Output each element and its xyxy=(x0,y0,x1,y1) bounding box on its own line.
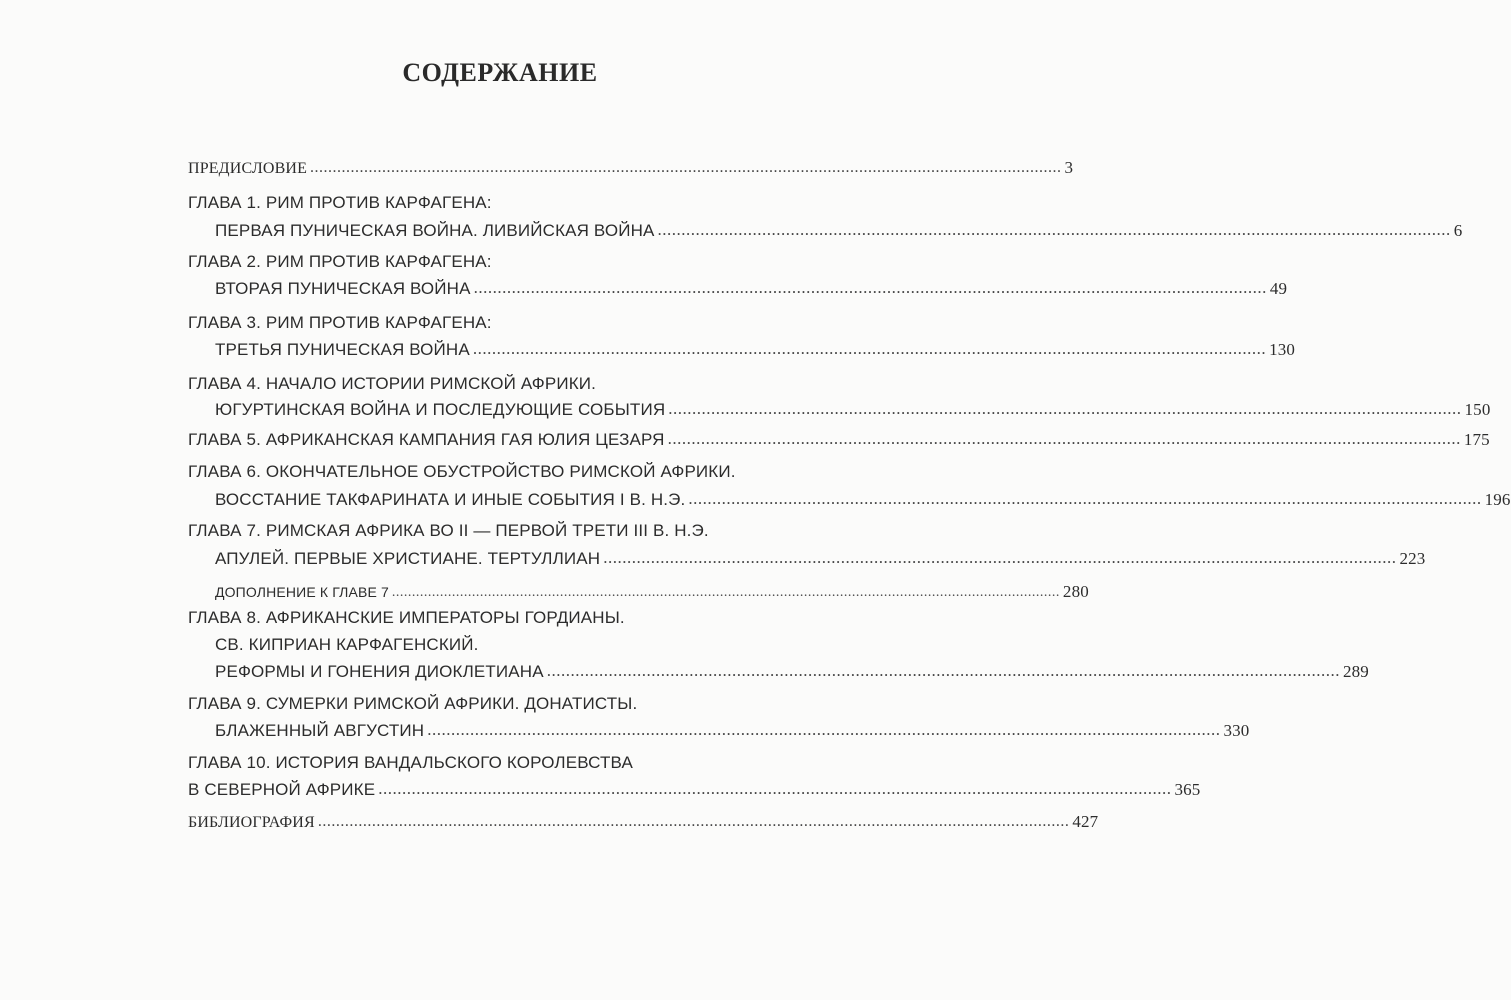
toc-entry-label: АПУЛЕЙ. ПЕРВЫЕ ХРИСТИАНЕ. ТЕРТУЛЛИАН xyxy=(215,549,601,568)
leader-dots: ....................................................................................................................................................................... xyxy=(688,489,1482,508)
toc-entry-ch4[interactable] xyxy=(215,399,1491,424)
leader-dots: ....................................................................................................................................................................... xyxy=(310,159,1062,176)
toc-entry-label: ГЛАВА 8. АФРИКАНСКИЕ ИМПЕРАТОРЫ ГОРДИАНЫ. xyxy=(188,608,625,627)
toc-page-number: 330 xyxy=(1223,721,1250,740)
toc-entry-ch7-addendum[interactable] xyxy=(215,582,1089,606)
toc-entry-ch5[interactable] xyxy=(188,429,1490,454)
toc-entry-label: В СЕВЕРНОЙ АФРИКЕ xyxy=(188,780,376,799)
toc-page-number: 223 xyxy=(1399,549,1426,568)
toc-entry-bibliography[interactable] xyxy=(188,812,1099,836)
toc-page-number: 365 xyxy=(1174,780,1201,799)
toc-chapter-heading[interactable] xyxy=(188,521,709,545)
toc-entry-label: БЛАЖЕННЫЙ АВГУСТИН xyxy=(215,721,425,740)
toc-entry-label: ПРЕДИСЛОВИЕ xyxy=(188,160,308,177)
leader-dots: ....................................................................................................................................................................... xyxy=(473,278,1267,297)
toc-entry-ch3[interactable] xyxy=(215,339,1296,364)
toc-entry-label: ГЛАВА 6. ОКОНЧАТЕЛЬНОЕ ОБУСТРОЙСТВО РИМСКОЙ АФРИКИ. xyxy=(188,462,736,481)
toc-page-number: 289 xyxy=(1342,662,1369,681)
leader-dots: ....................................................................................................................................................................... xyxy=(427,720,1221,739)
toc-entry-label: РЕФОРМЫ И ГОНЕНИЯ ДИОКЛЕТИАНА xyxy=(215,662,544,681)
toc-entry-label: ГЛАВА 4. НАЧАЛО ИСТОРИИ РИМСКОЙ АФРИКИ. xyxy=(188,374,597,393)
toc-chapter-heading[interactable] xyxy=(188,694,637,718)
toc-entry-label: ГЛАВА 1. РИМ ПРОТИВ КАРФАГЕНА: xyxy=(188,193,492,212)
toc-entry-label: БИБЛИОГРАФИЯ xyxy=(188,814,315,831)
toc-entry-label: ГЛАВА 3. РИМ ПРОТИВ КАРФАГЕНА: xyxy=(188,313,492,332)
toc-page-number: 130 xyxy=(1269,340,1296,359)
toc-entry-ch1[interactable] xyxy=(215,220,1463,245)
leader-dots: ....................................................................................................................................................................... xyxy=(667,429,1461,448)
leader-dots: ....................................................................................................................................................................... xyxy=(378,779,1172,798)
toc-page-number: 175 xyxy=(1463,430,1490,449)
toc-entry-label: СВ. КИПРИАН КАРФАГЕНСКИЙ. xyxy=(215,635,479,654)
toc-entry-label: ДОПОЛНЕНИЕ К ГЛАВЕ 7 xyxy=(215,584,389,600)
leader-dots: ....................................................................................................................................................................... xyxy=(546,661,1340,680)
toc-entry-ch9[interactable] xyxy=(215,720,1250,745)
toc-entry-ch8[interactable] xyxy=(215,661,1369,686)
toc-chapter-heading[interactable] xyxy=(188,462,736,486)
toc-entry-ch10[interactable] xyxy=(188,779,1201,804)
toc-entry-label: ГЛАВА 10. ИСТОРИЯ ВАНДАЛЬСКОГО КОРОЛЕВСТВА xyxy=(188,753,633,772)
toc-page-number: 3 xyxy=(1064,158,1074,177)
toc-entry-ch2[interactable] xyxy=(215,278,1288,303)
toc-chapter-heading[interactable] xyxy=(188,608,625,632)
toc-chapter-heading[interactable] xyxy=(188,252,492,276)
toc-page-number: 49 xyxy=(1269,279,1288,298)
leader-dots: ....................................................................................................................................................................... xyxy=(603,548,1397,567)
toc-entry-label: ВТОРАЯ ПУНИЧЕСКАЯ ВОЙНА xyxy=(215,279,471,298)
toc-entry-label: ПЕРВАЯ ПУНИЧЕСКАЯ ВОЙНА. ЛИВИЙСКАЯ ВОЙНА xyxy=(215,221,655,240)
toc-page-number: 196 xyxy=(1484,490,1511,509)
toc-entry-label: ГЛАВА 7. РИМСКАЯ АФРИКА ВО II — ПЕРВОЙ ТРЕТИ III В. Н.Э. xyxy=(188,521,709,540)
toc-entry-ch7[interactable] xyxy=(215,548,1426,573)
toc-entry-label: ГЛАВА 2. РИМ ПРОТИВ КАРФАГЕНА: xyxy=(188,252,492,271)
leader-dots: ....................................................................................................................................................................... xyxy=(391,585,1060,600)
leader-dots: ....................................................................................................................................................................... xyxy=(317,813,1070,830)
toc-chapter-heading[interactable] xyxy=(188,374,596,398)
toc-page-number: 427 xyxy=(1072,812,1099,831)
toc-page-number: 280 xyxy=(1062,582,1089,601)
toc-entry-preface[interactable] xyxy=(188,158,1074,182)
toc-chapter-heading[interactable] xyxy=(188,753,633,777)
leader-dots: ....................................................................................................................................................................... xyxy=(472,339,1267,358)
toc-chapter-subheading[interactable] xyxy=(215,635,479,659)
toc-entry-label: ВОССТАНИЕ ТАКФАРИНАТА И ИНЫЕ СОБЫТИЯ I В. Н.Э. xyxy=(215,490,686,509)
toc-page-number: 150 xyxy=(1464,400,1491,419)
leader-dots: ....................................................................................................................................................................... xyxy=(668,399,1462,418)
toc-entry-ch6[interactable] xyxy=(215,489,1511,514)
toc-entry-label: ГЛАВА 9. СУМЕРКИ РИМСКОЙ АФРИКИ. ДОНАТИСТЫ. xyxy=(188,694,638,713)
toc-chapter-heading[interactable] xyxy=(188,193,492,217)
toc-page-number: 6 xyxy=(1453,221,1463,240)
toc-entry-label: ЮГУРТИНСКАЯ ВОЙНА И ПОСЛЕДУЮЩИЕ СОБЫТИЯ xyxy=(215,400,666,419)
leader-dots: ....................................................................................................................................................................... xyxy=(657,220,1451,239)
toc-entry-label: ТРЕТЬЯ ПУНИЧЕСКАЯ ВОЙНА xyxy=(215,340,470,359)
toc-chapter-heading[interactable] xyxy=(188,313,492,337)
toc-entry-label: ГЛАВА 5. АФРИКАНСКАЯ КАМПАНИЯ ГАЯ ЮЛИЯ ЦЕЗАРЯ xyxy=(188,430,665,449)
page-title: СОДЕРЖАНИЕ xyxy=(402,58,598,87)
